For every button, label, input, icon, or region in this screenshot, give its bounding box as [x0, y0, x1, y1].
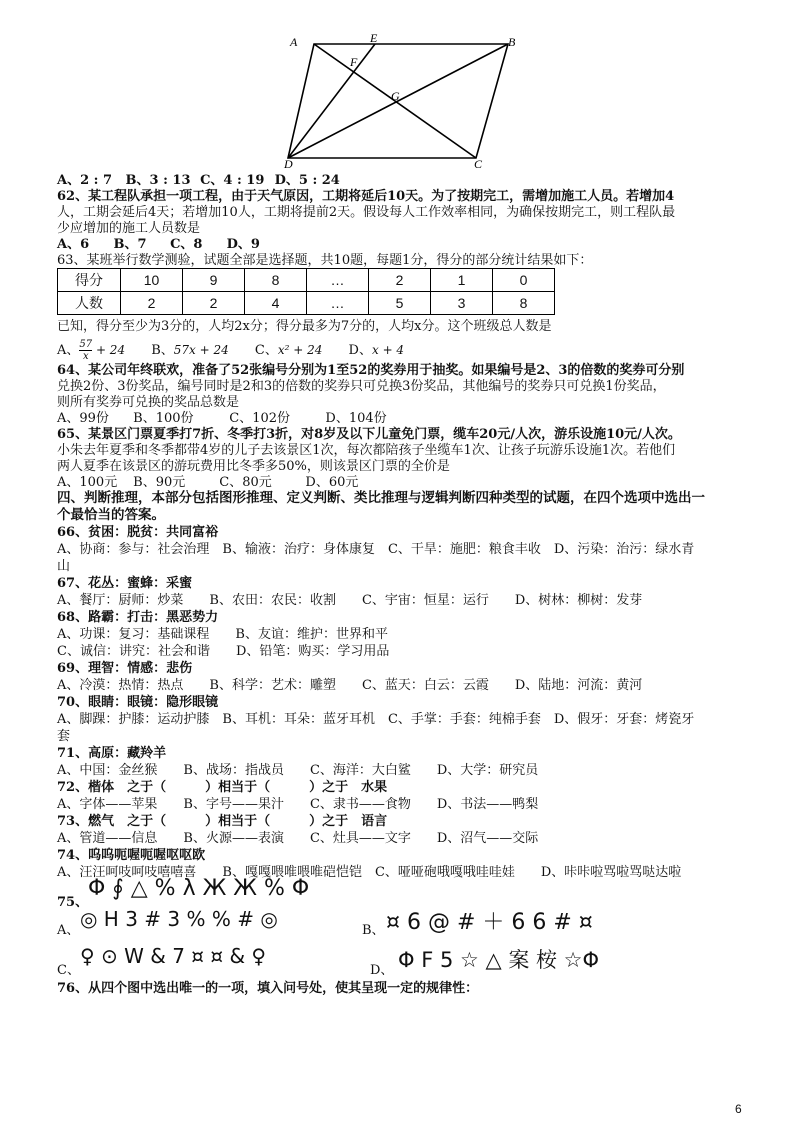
table-cell: 得分 — [58, 269, 121, 292]
q65-option-d: D、60元 — [305, 475, 359, 490]
section-4-heading-1: 四、判断推理，本部分包括图形推理、定义判断、类比推理与逻辑判断四种类型的试题，在四个选项中选出一 — [57, 490, 705, 506]
q75-option-b-label: B、 — [362, 923, 385, 938]
q62-option-b: B、7 — [113, 237, 147, 252]
label-E: E — [370, 31, 378, 45]
q75-option-c-label: C、 — [57, 963, 80, 978]
q63-stem: 63、某班举行数学测验，试题全部是选择题，共10题，每题1分，得分的部分统计结果如下： — [57, 253, 593, 268]
q63-option-c: x² + 24 — [277, 343, 323, 357]
q76-stem — [57, 980, 478, 997]
q74-options: A、汪汪呵吱呵吱嘻嘻喜 B、嘎嘎喂唯喂唯硙恺铠 C、哑哑砲哦嘎哦哇哇娃 D、咔咔啦骂啦骂哒达啦 — [57, 865, 682, 880]
q61-option-c: C、4 : 19 — [200, 173, 265, 188]
q64-option-c: C、102份 — [229, 411, 291, 426]
q62-line-2: 人，工期会延后4天；若增加10人，工期将提前2天。假设每人工作效率相同，为确保按期完工，则工程队最 — [57, 205, 676, 220]
q72-options: A、字体——苹果 B、字号——果汁 C、隶书——食物 D、书法——鸭梨 — [57, 797, 539, 812]
q61-option-d: D、5 : 24 — [274, 173, 340, 188]
q75-label: 75、 — [57, 895, 89, 910]
label-C: C — [474, 157, 483, 170]
q63-after: 已知，得分至少为3分的，人均2x分；得分最多为7分的，人均x分。这个班级总人数是 — [57, 319, 552, 334]
q63-option-d: x + 4 — [371, 343, 405, 357]
q61-options — [57, 172, 340, 189]
table-cell: 人数 — [58, 292, 121, 315]
table-cell: 2 — [183, 292, 245, 315]
q75-option-a: ◎ H 3 # 3 % % # ◎ — [80, 907, 278, 931]
q73-options: A、管道——信息 B、火源——表演 C、灶具——文字 D、沼气——交际 — [57, 831, 539, 846]
q62-line-3: 少应增加的施工人员数是 — [57, 221, 201, 236]
q66-options-2: 山 — [57, 559, 71, 574]
q62-line-1 — [57, 188, 674, 205]
table-cell: 1 — [431, 269, 493, 292]
q69-options: A、冷漠：热情：热点 B、科学：艺术：雕塑 C、蓝天：白云：云霞 D、陆地：河流：黄河 — [57, 678, 643, 693]
table-cell: 3 — [431, 292, 493, 315]
q67-stem — [57, 575, 192, 592]
q63-options — [57, 337, 404, 363]
q73-stem — [57, 813, 387, 830]
table-row — [58, 292, 555, 315]
section-4-heading-2: 个最恰当的答案。 — [57, 507, 165, 523]
q75-option-d: Φ F 5 ☆ △ 案 桉 ☆Φ — [398, 948, 600, 972]
q64-options — [57, 410, 387, 427]
q64-line-1 — [57, 362, 684, 379]
q63-option-a-fraction — [79, 339, 92, 362]
q62-option-d: D、9 — [226, 237, 260, 252]
q70-stem — [57, 694, 218, 711]
q65-line-3: 两人夏季在该景区的游玩费用比冬季多50%，则该景区门票的全价是 — [57, 459, 450, 474]
q63-option-a-label: A、 — [57, 343, 80, 358]
table-cell: 9 — [183, 269, 245, 292]
q64-line-3: 则所有奖券可兑换的奖品总数是 — [57, 395, 240, 410]
q71-stem — [57, 745, 166, 762]
q64-option-b: B、100份 — [133, 411, 194, 426]
q72-stem — [57, 779, 387, 796]
table-cell: … — [307, 292, 369, 315]
label-D: D — [284, 157, 293, 170]
q65-option-a: A、100元 — [57, 475, 118, 490]
table-cell: 2 — [369, 269, 431, 292]
q64-option-d: D、104份 — [325, 411, 387, 426]
q65-text-1: 65、某景区门票夏季打7折、冬季打3折，对8岁及以下儿童免门票，缆车20元/人次，游乐设施10元/人次。 — [57, 427, 681, 442]
q64-line-2: 兑换2份、3份奖品，编号同时是2和3的倍数的奖券只可兑换3份奖品，其他编号的奖券只可兑换1份奖品， — [57, 379, 666, 394]
q63-option-c-label: C、 — [254, 343, 278, 358]
q63-option-a-tail: + 24 — [92, 343, 126, 357]
q63-option-b-label: B、 — [151, 343, 174, 358]
q62-text-1: 62、某工程队承担一项工程，由于天气原因，工期将延后10天。为了按期完工，需增加施工人员。若增加4 — [57, 189, 675, 204]
q68-stem — [57, 609, 218, 626]
table-cell: 5 — [369, 292, 431, 315]
q68-options-1: A、功课：复习：基础课程 B、友谊：维护：世界和平 — [57, 627, 388, 642]
parallelogram-figure — [280, 30, 530, 170]
q76-stem-text: 76、从四个图中选出唯一的一项，填入问号处，使其呈现一定的规律性： — [57, 981, 479, 996]
q67-stem-text: 67、花丛：蜜蜂：采蜜 — [57, 576, 193, 591]
table-cell: 8 — [493, 292, 555, 315]
fraction-numerator: 57 — [79, 339, 93, 350]
q61-option-a: A、2 : 7 — [57, 173, 113, 188]
q66-options-1: A、协商：参与：社会治理 B、输液：治疗：身体康复 C、干旱：施肥：粮食丰收 D、污染：治污：绿水青 — [57, 542, 695, 557]
q72-stem-text: 72、楷体 之于（ ）相当于（ ）之于 水果 — [57, 780, 388, 795]
q65-option-b: B、90元 — [133, 475, 186, 490]
q73-stem-text: 73、燃气 之于（ ）相当于（ ）之于 语言 — [57, 814, 388, 829]
label-F: F — [350, 55, 358, 69]
q75-stem-symbols: Φ ∮ △ % λ Ж Ж % Φ — [88, 876, 310, 901]
q65-options — [57, 474, 358, 491]
q65-option-c: C、80元 — [219, 475, 272, 490]
table-cell: … — [307, 269, 369, 292]
q75-option-b: ¤ 6 @ # ＋ 6 6 # ¤ — [386, 910, 593, 935]
q69-stem-text: 69、理智：情感：悲伤 — [57, 661, 193, 676]
q66-stem — [57, 524, 218, 541]
q63-option-d-label: D、 — [348, 343, 372, 358]
label-A: A — [290, 35, 298, 49]
table-cell: 8 — [245, 269, 307, 292]
q75-option-c: ♀ ⊙ W & 7 ¤ ¤ & ♀ — [80, 944, 267, 968]
q71-options: A、中国：金丝猴 B、战场：指战员 C、海洋：大白鲨 D、大学：研究员 — [57, 763, 539, 778]
table-cell: 0 — [493, 269, 555, 292]
table-row — [58, 269, 555, 292]
q67-options: A、餐厅：厨师：炒菜 B、农田：农民：收割 C、宇宙：恒星：运行 D、树林：柳树：发芽 — [57, 593, 643, 608]
q74-stem — [57, 847, 205, 864]
q69-stem — [57, 660, 192, 677]
q75-option-d-label: D、 — [370, 963, 394, 978]
table-cell: 2 — [121, 292, 183, 315]
q62-option-c: C、8 — [170, 237, 203, 252]
q64-text-1: 64、某公司年终联欢，准备了52张编号分别为1至52的奖券用于抽奖。如果编号是2、3的倍数的奖券可分别 — [57, 363, 685, 378]
q65-line-2: 小朱去年夏季和冬季都带4岁的儿子去该景区1次，每次都陪孩子坐缆车1次、让孩子玩游乐设施1次。若他们 — [57, 443, 676, 458]
q70-options-2: 套 — [57, 729, 71, 744]
q70-options-1: A、脚踝：护膝：运动护膝 B、耳机：耳朵：蓝牙耳机 C、手掌：手套：纯棉手套 D、假牙：牙套：烤瓷牙 — [57, 712, 695, 727]
q74-stem-text: 74、呜呜呃喔呃喔呕呕欧 — [57, 848, 206, 863]
q63-option-b: 57x + 24 — [173, 343, 229, 357]
q65-line-1 — [57, 426, 681, 443]
q68-stem-text: 68、路霸：打击：黑恶势力 — [57, 610, 219, 625]
q61-option-b: B、3 : 13 — [125, 173, 191, 188]
q62-option-a: A、6 — [57, 237, 90, 252]
fraction-denominator: x — [79, 350, 92, 362]
q71-stem-text: 71、高原：藏羚羊 — [57, 746, 167, 761]
q64-option-a: A、99份 — [57, 411, 109, 426]
table-cell: 10 — [121, 269, 183, 292]
q70-stem-text: 70、眼睛：眼镜：隐形眼镜 — [57, 695, 219, 710]
table-cell: 4 — [245, 292, 307, 315]
q63-score-table — [57, 268, 555, 315]
page-number: 6 — [735, 1102, 742, 1116]
q62-options — [57, 236, 260, 253]
label-G: G — [391, 89, 400, 103]
label-B: B — [508, 35, 516, 49]
q66-stem-text: 66、贫困：脱贫：共同富裕 — [57, 525, 219, 540]
q68-options-2: C、诚信：讲究：社会和谐 D、铅笔：购买：学习用品 — [57, 644, 390, 659]
q75-option-a-label: A、 — [57, 923, 80, 938]
